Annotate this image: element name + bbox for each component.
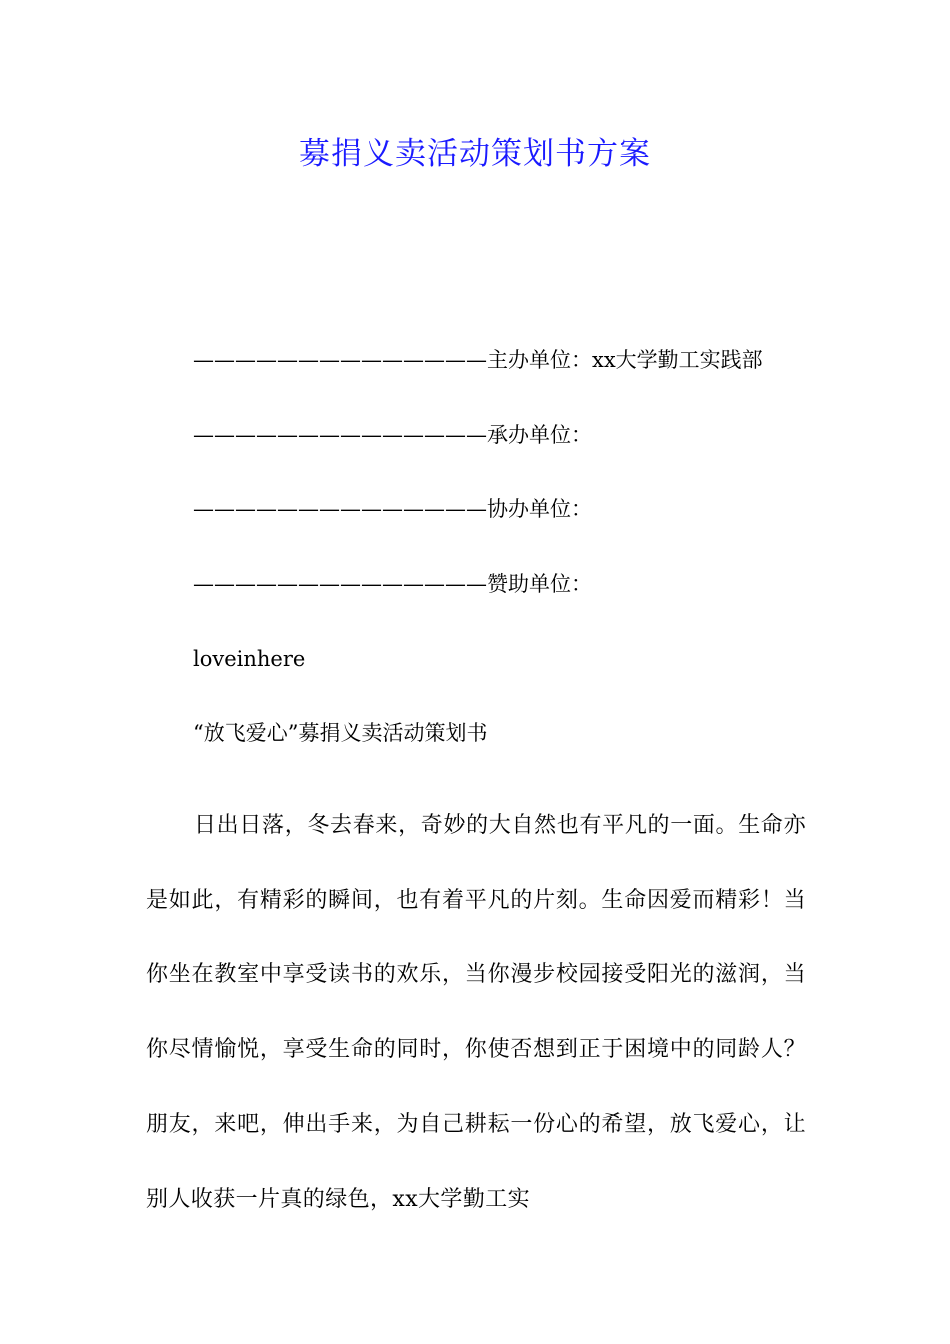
body-paragraph: 日出日落，冬去春来，奇妙的大自然也有平凡的一面。生命亦是如此，有精彩的瞬间，也有着平凡的片刻。生命因爱而精彩！当你坐在教室中享受读书的欢乐，当你漫步校园接受阳光的滋润，当你尽情愉悦，享受生命的同时，你使否想到正于困境中的同龄人？朋友，来吧，伸出手来，为自己耕耘一份心的希望，放飞爱心，让别人收获一片真的绿色，xx大学勤工实: [146, 813, 806, 1212]
document-title: 募捐义卖活动策划书方案: [299, 136, 651, 172]
co-organizer-line: ——————————————协办单位：: [193, 497, 592, 521]
undertaker-line: ——————————————承办单位：: [193, 423, 592, 447]
sponsor-line: ——————————————赞助单位：: [193, 572, 592, 596]
organizer-line: ——————————————主办单位：xx大学勤工实践部: [193, 348, 763, 372]
slogan-text: loveinhere: [193, 647, 306, 671]
subtitle-text: “放飞爱心”募捐义卖活动策划书: [193, 721, 488, 745]
